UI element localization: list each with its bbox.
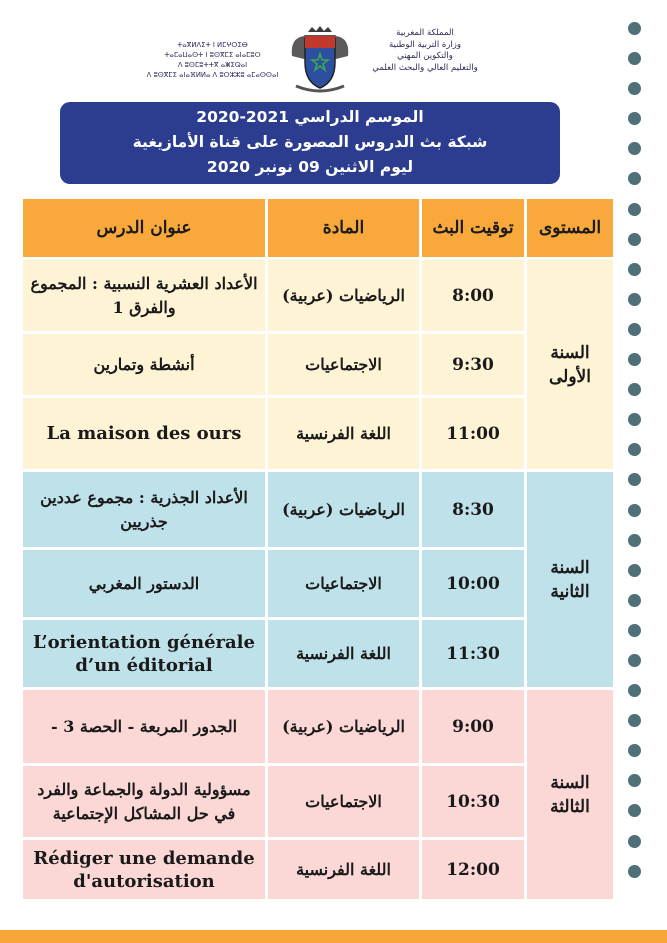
time-cell: 10:00 <box>421 549 526 619</box>
table-row <box>22 259 615 333</box>
subject-cell: اللغة الفرنسية <box>267 839 421 901</box>
lesson-title-cell: أنشطة وتمارين <box>22 333 267 397</box>
tifinagh-line: ⴷ ⵓⵙⴳⵎⵉ ⴰⵏⴰⴼⵍⵍⴰ ⴷ ⵓⵔⵣⵣⵓ ⴰⵎⴰⵙⵙⴰⵏ <box>146 71 279 79</box>
lesson-title-cell: L’orientation générale d’un éditorial <box>22 619 267 689</box>
lesson-title-cell: مسؤولية الدولة والجماعة والفرد في حل المشاكل الإجتماعية <box>22 765 267 839</box>
lesson-title-cell: La maison des ours <box>22 397 267 471</box>
tifinagh-ministry-name <box>140 40 285 80</box>
tifinagh-line: ⵜⴰⴳⵍⴷⵉⵜ ⵏ ⵍⵎⵖⵔⵉⴱ <box>177 41 248 49</box>
schedule-date: ليوم الاثنين 09 نونبر 2020 <box>206 158 414 176</box>
dot-icon <box>628 744 641 757</box>
dot-icon <box>628 233 641 246</box>
dot-icon <box>628 353 641 366</box>
dot-icon <box>628 624 641 637</box>
dot-icon <box>628 504 641 517</box>
header-title: عنوان الدرس <box>22 198 267 259</box>
dot-icon <box>628 443 641 456</box>
lesson-title-cell: Rédiger une demande d'autorisation <box>22 839 267 901</box>
lesson-title-cell: الجدور المربعة - الحصة 3 - <box>22 689 267 765</box>
lesson-title-cell: الدستور المغربي <box>22 549 267 619</box>
dot-icon <box>628 112 641 125</box>
dot-icon <box>628 82 641 95</box>
subject-cell: اللغة الفرنسية <box>267 619 421 689</box>
broadcast-schedule-table <box>20 196 616 902</box>
bottom-accent-bar <box>0 930 667 943</box>
dot-icon <box>628 203 641 216</box>
subject-cell: الاجتماعيات <box>267 333 421 397</box>
subject-cell: الاجتماعيات <box>267 549 421 619</box>
lesson-title-cell: الأعداد الجذرية : مجموع عددين جذريين <box>22 471 267 549</box>
dot-icon <box>628 594 641 607</box>
tifinagh-line: ⴷ ⵓⵙⵎⵓⵜⵜⴳ ⴰⵥⵉⵕⴰⵏ <box>177 61 248 69</box>
time-cell: 8:30 <box>421 471 526 549</box>
level-cell: السنة الثانية <box>526 471 615 689</box>
dot-icon <box>628 774 641 787</box>
time-cell: 11:30 <box>421 619 526 689</box>
dot-icon <box>628 323 641 336</box>
title-banner <box>60 102 560 184</box>
ministry-line: والتكوين المهني <box>397 51 453 61</box>
table-row <box>22 471 615 549</box>
time-cell: 9:30 <box>421 333 526 397</box>
arabic-ministry-name <box>350 28 500 74</box>
subject-cell: الاجتماعيات <box>267 765 421 839</box>
time-cell: 9:00 <box>421 689 526 765</box>
ministry-line: وزارة التربية الوطنية <box>388 39 462 50</box>
moroccan-coat-of-arms-icon <box>288 26 352 94</box>
dot-icon <box>628 413 641 426</box>
header-time: توقيت البث <box>421 198 526 259</box>
schedule-title: شبكة بث الدروس المصورة على قناة الأمازيغية <box>132 133 488 151</box>
dot-icon <box>628 835 641 848</box>
subject-cell: اللغة الفرنسية <box>267 397 421 471</box>
dot-icon <box>628 654 641 667</box>
dot-icon <box>628 52 641 65</box>
dot-icon <box>628 564 641 577</box>
table-header-row <box>22 198 615 259</box>
tifinagh-line: ⵜⴰⵎⴰⵡⴰⵙⵜ ⵏ ⵓⵙⴳⵎⵉ ⴰⵏⴰⵎⵓⵔ <box>164 51 261 59</box>
table-row <box>22 689 615 765</box>
subject-cell: الرياضيات (عربية) <box>267 259 421 333</box>
dot-icon <box>628 865 641 878</box>
dot-icon <box>628 293 641 306</box>
dot-icon <box>628 142 641 155</box>
time-cell: 8:00 <box>421 259 526 333</box>
ministry-header <box>140 26 500 96</box>
school-year-title: الموسم الدراسي 2021-2020 <box>196 108 424 126</box>
ministry-line: المملكة المغربية <box>396 28 454 38</box>
header-subject: المادة <box>267 198 421 259</box>
dot-icon <box>628 804 641 817</box>
time-cell: 11:00 <box>421 397 526 471</box>
dot-icon <box>628 714 641 727</box>
level-cell: السنة الأولى <box>526 259 615 471</box>
dot-icon <box>628 22 641 35</box>
dot-icon <box>628 383 641 396</box>
subject-cell: الرياضيات (عربية) <box>267 471 421 549</box>
ministry-line: والتعليم العالي والبحث العلمي <box>372 62 478 73</box>
subject-cell: الرياضيات (عربية) <box>267 689 421 765</box>
time-cell: 12:00 <box>421 839 526 901</box>
dot-icon <box>628 534 641 547</box>
lesson-title-cell: الأعداد العشرية النسبية : المجموع والفرق 1 <box>22 259 267 333</box>
dot-icon <box>628 172 641 185</box>
dot-icon <box>628 263 641 276</box>
time-cell: 10:30 <box>421 765 526 839</box>
level-cell: السنة الثالثة <box>526 689 615 901</box>
notebook-dots <box>628 22 641 895</box>
dot-icon <box>628 684 641 697</box>
header-level: المستوى <box>526 198 615 259</box>
dot-icon <box>628 473 641 486</box>
